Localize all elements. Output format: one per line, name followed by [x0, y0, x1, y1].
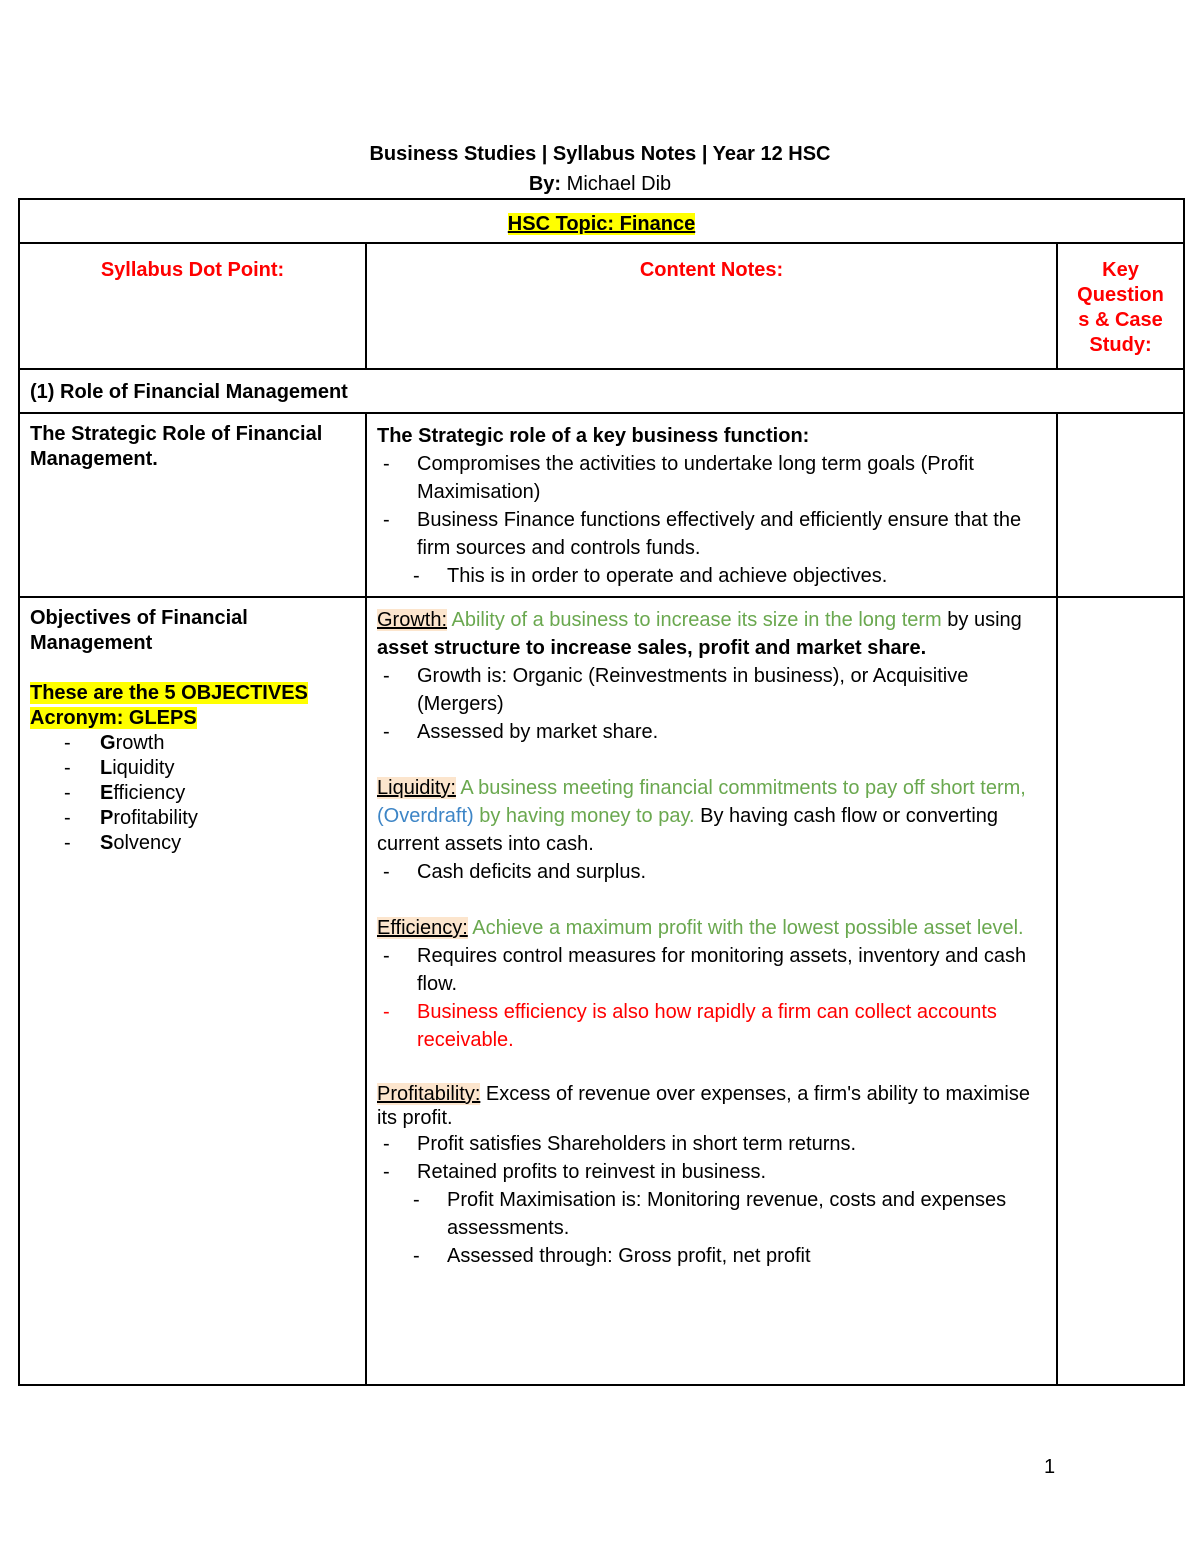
list-item: - Business efficiency is also how rapidly a firm can collect accounts receivable.	[417, 998, 1046, 1054]
list-item: - Cash deficits and surplus.	[417, 858, 1046, 886]
term-growth: Growth:	[377, 609, 448, 631]
bullet-list	[377, 942, 1046, 1054]
page-number: 1	[1044, 1456, 1056, 1478]
list-item: - Assessed by market share.	[417, 718, 1046, 746]
list-item: - Growth is: Organic (Reinvestments in business), or Acquisitive (Mergers)	[417, 662, 1046, 718]
highlight-line: These are the 5 OBJECTIVES	[30, 682, 308, 704]
list-item: - Profit satisfies Shareholders in short term returns.	[417, 1130, 1046, 1158]
by-label: By:	[528, 173, 562, 195]
content-heading: The Strategic role of a key business function:	[377, 425, 810, 447]
list-item: - Business Finance functions effectively and efficiently ensure that the firm sources and controls funds.	[417, 506, 1046, 562]
list-item: - Retained profits to reinvest in business.	[417, 1158, 1046, 1186]
header-dot-point: Syllabus Dot Point:	[19, 243, 366, 369]
list-item: - Liquidity	[100, 756, 355, 781]
list-item: - Solvency	[100, 831, 355, 856]
acronym-highlight	[30, 706, 355, 731]
term-liquidity: Liquidity:	[377, 777, 456, 799]
dot-point-strategic-role: The Strategic Role of Financial Management.	[19, 413, 366, 597]
key-questions-cell	[1057, 597, 1184, 1385]
header-key-q-line: Question	[1077, 284, 1164, 306]
bullet-list	[377, 450, 1046, 562]
page-title: Business Studies | Syllabus Notes | Year 12 HSC	[369, 143, 831, 165]
section-heading: (1) Role of Financial Management	[19, 369, 1184, 413]
content-objectives	[366, 597, 1057, 1385]
dot-point-title: Objectives of Financial Management	[30, 607, 248, 654]
header-key-q-line: s & Case	[1078, 309, 1163, 331]
notes-table	[18, 198, 1185, 1386]
topic-heading: HSC Topic: Finance	[507, 213, 696, 235]
header-key-questions	[1057, 243, 1184, 369]
highlight-line: Acronym: GLEPS	[30, 707, 197, 729]
bullet-list	[377, 1130, 1046, 1186]
objectives-list	[30, 731, 355, 856]
topic-cell	[19, 199, 1184, 243]
bullet-list	[377, 858, 1046, 886]
list-item: - Requires control measures for monitoring assets, inventory and cash flow.	[417, 942, 1046, 998]
list-item: - Compromises the activities to undertake long term goals (Profit Maximisation)	[417, 450, 1046, 506]
objectives-highlight	[30, 681, 355, 706]
dot-point-objectives	[19, 597, 366, 1385]
header-key-q-line: Study:	[1089, 334, 1152, 356]
byline	[0, 172, 1200, 196]
list-item: - Growth	[100, 731, 355, 756]
term-efficiency: Efficiency:	[377, 917, 468, 939]
list-item: - This is in order to operate and achieve objectives.	[447, 562, 1046, 590]
sub-bullet-list	[377, 1186, 1046, 1270]
content-strategic-role	[366, 413, 1057, 597]
header-content-notes: Content Notes:	[366, 243, 1057, 369]
key-questions-cell	[1057, 413, 1184, 597]
growth-definition: Ability of a business to increase its size in the long term	[447, 609, 942, 631]
liquidity-paragraph: Liquidity: A business meeting financial commitments to pay off short term, (Overdraft) by having money to pay. By having cash flow or converting current assets into cash.	[377, 777, 1026, 855]
list-item: - Assessed through: Gross profit, net profit	[447, 1242, 1046, 1270]
header-key-q-line: Key	[1102, 259, 1139, 281]
bullet-list	[377, 662, 1046, 746]
list-item: - Efficiency	[100, 781, 355, 806]
growth-paragraph: Growth: Ability of a business to increase its size in the long term by using asset structure to increase sales, profit and market share.	[377, 609, 1022, 659]
author: Michael Dib	[566, 173, 672, 195]
list-item: - Profitability	[100, 806, 355, 831]
list-item: - Profit Maximisation is: Monitoring revenue, costs and expenses assessments.	[447, 1186, 1046, 1242]
efficiency-paragraph: Efficiency: Achieve a maximum profit with the lowest possible asset level.	[377, 917, 1024, 939]
term-profitability: Profitability:	[377, 1083, 481, 1105]
profitability-paragraph: Profitability: Excess of revenue over expenses, a firm's ability to maximise its profit.	[377, 1083, 1030, 1129]
sub-bullet-list	[377, 562, 1046, 590]
